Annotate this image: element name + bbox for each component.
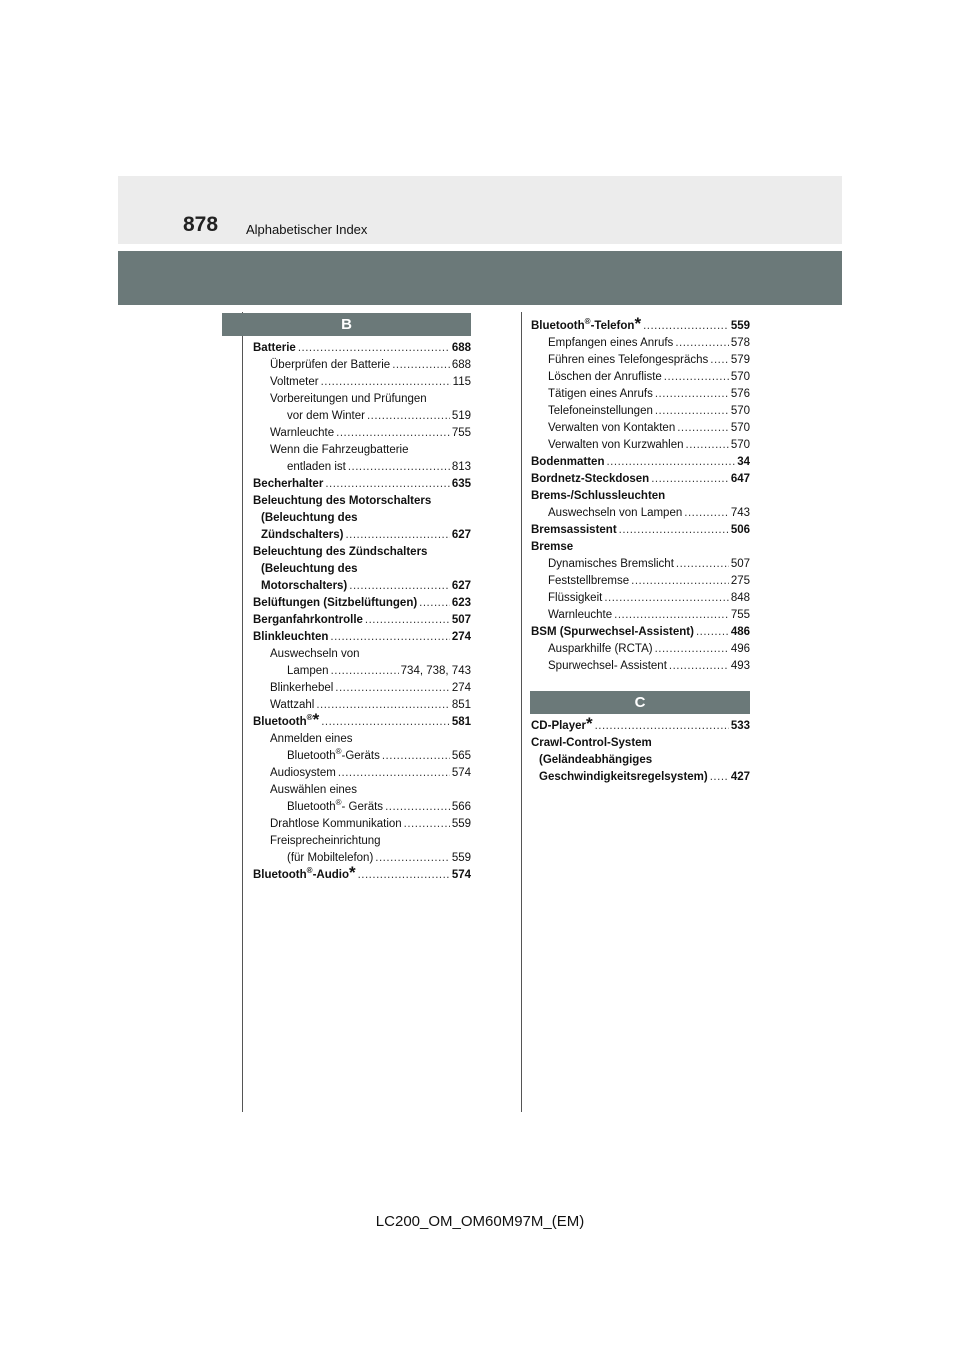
index-subentry: Überprüfen der Batterie ..... 688 xyxy=(253,357,471,374)
index-subentry: Feststellbremse ..... 275 xyxy=(531,573,750,590)
index-entry-line: (Geländeabhängiges xyxy=(539,754,653,766)
index-entry: Zündschalters) ..... 627 xyxy=(253,527,471,544)
index-entry-line: Bremse xyxy=(531,541,574,553)
index-entry-line: (Beleuchtung des xyxy=(261,512,358,524)
index-subentry: Löschen der Anrufliste ..... 570 xyxy=(531,369,750,386)
index-subentry: Warnleuchte ..... 755 xyxy=(531,607,750,624)
index-entry: Bluetooth®-Telefon* ..... 559 xyxy=(531,318,750,335)
index-subentry: Auswechseln von Lampen ..... 743 xyxy=(531,505,750,522)
asterisk-icon: * xyxy=(634,314,642,333)
index-entry: Bluetooth®-Audio* ..... 574 xyxy=(253,867,471,884)
section-title: Alphabetischer Index xyxy=(246,222,368,237)
header-band xyxy=(118,176,842,244)
index-subentry-line: Vorbereitungen und Prüfungen xyxy=(270,393,427,405)
index-subentry: Blinkerhebel ..... 274 xyxy=(253,680,471,697)
header-dark-band xyxy=(118,251,842,305)
index-entry: Bremsassistent ..... 506 xyxy=(531,522,750,539)
index-entry-line: Beleuchtung des Zündschalters xyxy=(253,546,428,558)
index-subentry: vor dem Winter ..... 519 xyxy=(253,408,471,425)
section-letter-b: B xyxy=(222,313,471,336)
index-subentry: entladen ist ..... 813 xyxy=(253,459,471,476)
index-subentry: Ausparkhilfe (RCTA) ..... 496 xyxy=(531,641,750,658)
registered-mark: ® xyxy=(306,866,313,875)
index-entry-line: Beleuchtung des Motorschalters xyxy=(253,495,432,507)
index-subentry-line: Freisprecheinrichtung xyxy=(270,835,381,847)
index-entry: Bodenmatten ..... 34 xyxy=(531,454,750,471)
asterisk-icon: * xyxy=(585,714,593,733)
index-entry-line: Brems-/Schlussleuchten xyxy=(531,490,666,502)
index-entry: Bordnetz-Steckdosen ..... 647 xyxy=(531,471,750,488)
index-subentry: Führen eines Telefongesprächs ..... 579 xyxy=(531,352,750,369)
index-entry: Blinkleuchten ..... 274 xyxy=(253,629,471,646)
index-subentry-line: Anmelden eines xyxy=(270,733,353,745)
index-entry-line: (Beleuchtung des xyxy=(261,563,358,575)
section-letter-c: C xyxy=(530,691,750,714)
index-entry: Bluetooth®* ..... 581 xyxy=(253,714,471,731)
index-entry: Becherhalter ..... 635 xyxy=(253,476,471,493)
index-subentry: Drahtlose Kommunikation ..... 559 xyxy=(253,816,471,833)
registered-mark: ® xyxy=(335,747,342,756)
index-entry-line: Crawl-Control-System xyxy=(531,737,652,749)
index-subentry: Tätigen eines Anrufs ..... 576 xyxy=(531,386,750,403)
index-subentry-line: Auswählen eines xyxy=(270,784,357,796)
index-entry: Berganfahrkontrolle ..... 507 xyxy=(253,612,471,629)
index-entry: Geschwindigkeitsregelsystem) ..... 427 xyxy=(531,769,750,786)
index-subentry: Flüssigkeit ..... 848 xyxy=(531,590,750,607)
index-subentry: Verwalten von Kurzwahlen ..... 570 xyxy=(531,437,750,454)
index-subentry: Warnleuchte ..... 755 xyxy=(253,425,471,442)
index-subentry: Dynamisches Bremslicht ..... 507 xyxy=(531,556,750,573)
index-subentry-line: Auswechseln von xyxy=(270,648,360,660)
index-entry: BSM (Spurwechsel-Assistent) ..... 486 xyxy=(531,624,750,641)
index-subentry: Bluetooth®-Geräts ..... 565 xyxy=(253,748,471,765)
index-subentry: Empfangen eines Anrufs ..... 578 xyxy=(531,335,750,352)
registered-mark: ® xyxy=(584,317,591,326)
index-subentry: Spurwechsel- Assistent ..... 493 xyxy=(531,658,750,675)
right-column-rule xyxy=(521,312,522,1112)
index-subentry-line: Wenn die Fahrzeugbatterie xyxy=(270,444,409,456)
index-entry: CD-Player* ..... 533 xyxy=(531,718,750,735)
document-code: LC200_OM_OM60M97M_(EM) xyxy=(375,1213,585,1230)
asterisk-icon: * xyxy=(312,710,320,729)
left-index-column xyxy=(253,340,471,884)
right-index-column xyxy=(531,314,750,675)
left-column-rule xyxy=(242,312,243,1112)
index-entry: Belüftungen (Sitzbelüftungen) ..... 623 xyxy=(253,595,471,612)
index-entry: Batterie ..... 688 xyxy=(253,340,471,357)
index-entry: Motorschalters) ..... 627 xyxy=(253,578,471,595)
asterisk-icon: * xyxy=(348,863,356,882)
right-index-column-c xyxy=(531,714,750,786)
registered-mark: ® xyxy=(306,713,313,722)
registered-mark: ® xyxy=(335,798,342,807)
page-number: 878 xyxy=(183,213,219,236)
index-subentry: Verwalten von Kontakten ..... 570 xyxy=(531,420,750,437)
index-subentry: (für Mobiltelefon) ..... 559 xyxy=(253,850,471,867)
index-subentry: Bluetooth®- Geräts ..... 566 xyxy=(253,799,471,816)
index-subentry: Voltmeter ..... 115 xyxy=(253,374,471,391)
index-subentry: Telefoneinstellungen ..... 570 xyxy=(531,403,750,420)
index-subentry: Audiosystem ..... 574 xyxy=(253,765,471,782)
index-subentry: Lampen ..... 734, 738, 743 xyxy=(253,663,471,680)
index-subentry: Wattzahl ..... 851 xyxy=(253,697,471,714)
